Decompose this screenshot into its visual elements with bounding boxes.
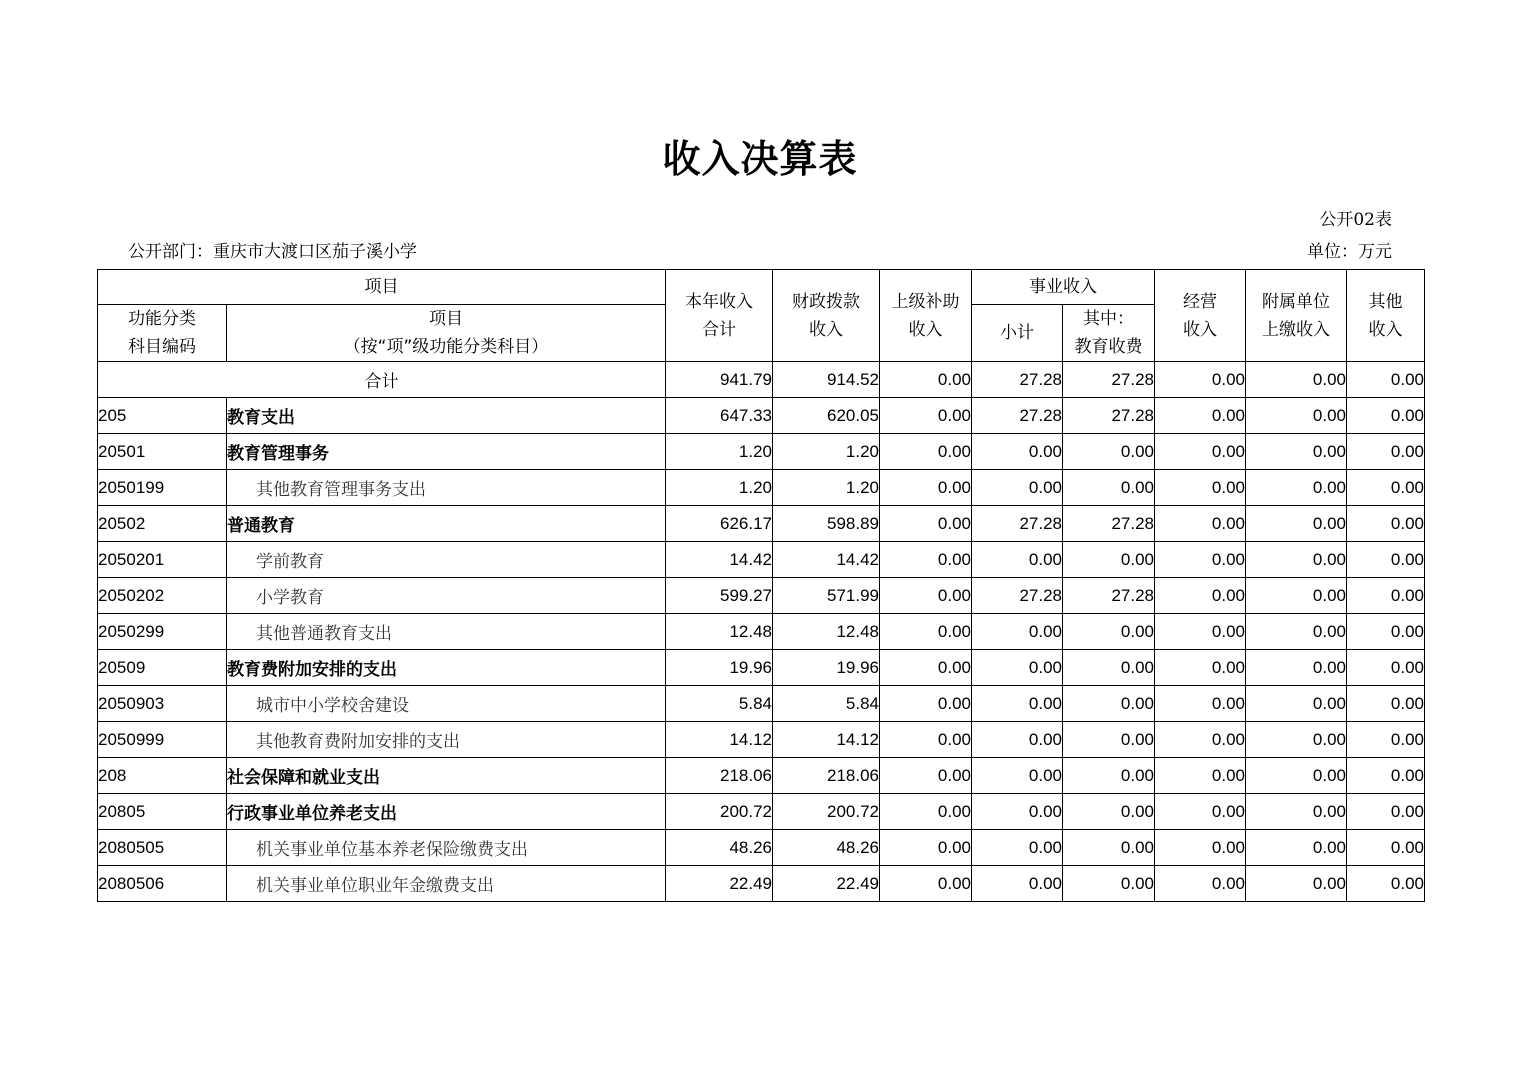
amount-cell: 0.00 [880,794,972,830]
header-business-income: 事业收入 [972,270,1155,305]
amount-cell: 0.00 [1063,470,1155,506]
table-row [98,398,1425,434]
amount-cell: 22.49 [666,866,773,902]
amount-cell: 0.00 [1246,506,1347,542]
amount-cell: 0.00 [1246,542,1347,578]
table-row [98,830,1425,866]
amount-cell: 647.33 [666,398,773,434]
function-code-cell: 2050202 [98,578,227,614]
amount-cell: 0.00 [880,758,972,794]
amount-cell: 598.89 [773,506,880,542]
total-cell: 0.00 [1246,362,1347,398]
amount-cell: 0.00 [1063,434,1155,470]
amount-cell: 0.00 [880,722,972,758]
project-name-cell: 普通教育 [227,506,666,542]
amount-cell: 0.00 [1246,470,1347,506]
amount-cell: 27.28 [1063,398,1155,434]
total-cell: 0.00 [1155,362,1246,398]
project-name-cell: 其他普通教育支出 [227,614,666,650]
amount-cell: 0.00 [1063,758,1155,794]
header-total-income: 本年收入 合计 [666,270,773,362]
amount-cell: 0.00 [1246,866,1347,902]
amount-cell: 0.00 [1246,794,1347,830]
amount-cell: 48.26 [666,830,773,866]
project-name-cell: 社会保障和就业支出 [227,758,666,794]
header-operating-income: 经营 收入 [1155,270,1246,362]
amount-cell: 0.00 [1347,542,1425,578]
amount-cell: 571.99 [773,578,880,614]
amount-cell: 0.00 [1063,542,1155,578]
header-project-group: 项目 [98,270,666,305]
table-row [98,758,1425,794]
project-name-cell: 城市中小学校舍建设 [227,686,666,722]
function-code-cell: 205 [98,398,227,434]
amount-cell: 0.00 [1155,686,1246,722]
amount-cell: 0.00 [1347,758,1425,794]
amount-cell: 0.00 [972,794,1063,830]
project-name-cell: 行政事业单位养老支出 [227,794,666,830]
project-name-cell: 小学教育 [227,578,666,614]
amount-cell: 0.00 [1246,722,1347,758]
function-code-cell: 20509 [98,650,227,686]
amount-cell: 0.00 [1063,686,1155,722]
amount-cell: 0.00 [972,758,1063,794]
amount-cell: 0.00 [880,830,972,866]
amount-cell: 0.00 [1246,830,1347,866]
amount-cell: 599.27 [666,578,773,614]
page-title: 收入决算表 [662,137,858,181]
amount-cell: 0.00 [1155,398,1246,434]
function-code-cell: 20805 [98,794,227,830]
project-name-cell: 其他教育管理事务支出 [227,470,666,506]
amount-cell: 0.00 [1155,470,1246,506]
table-row [98,614,1425,650]
amount-cell: 626.17 [666,506,773,542]
amount-cell: 0.00 [1246,614,1347,650]
amount-cell: 0.00 [972,866,1063,902]
amount-cell: 0.00 [1155,542,1246,578]
project-name-cell: 教育支出 [227,398,666,434]
project-name-cell: 机关事业单位基本养老保险缴费支出 [227,830,666,866]
amount-cell: 1.20 [666,470,773,506]
amount-cell: 0.00 [972,650,1063,686]
total-cell: 914.52 [773,362,880,398]
header-other-income: 其他 收入 [1347,270,1425,362]
amount-cell: 1.20 [773,470,880,506]
amount-cell: 14.12 [666,722,773,758]
amount-cell: 0.00 [1347,398,1425,434]
amount-cell: 1.20 [773,434,880,470]
amount-cell: 19.96 [773,650,880,686]
function-code-cell: 2050201 [98,542,227,578]
department-label: 公开部门：重庆市大渡口区茄子溪小学 [128,242,417,262]
header-affiliated-income: 附属单位 上缴收入 [1246,270,1347,362]
amount-cell: 0.00 [1063,830,1155,866]
amount-cell: 200.72 [773,794,880,830]
amount-cell: 218.06 [666,758,773,794]
amount-cell: 0.00 [1155,794,1246,830]
amount-cell: 19.96 [666,650,773,686]
amount-cell: 0.00 [880,614,972,650]
amount-cell: 0.00 [1347,650,1425,686]
amount-cell: 0.00 [1155,434,1246,470]
amount-cell: 0.00 [1347,794,1425,830]
table-row [98,794,1425,830]
amount-cell: 0.00 [880,578,972,614]
function-code-cell: 2050199 [98,470,227,506]
income-statement-table [97,269,1425,902]
amount-cell: 0.00 [1063,614,1155,650]
amount-cell: 0.00 [1155,722,1246,758]
amount-cell: 0.00 [1063,650,1155,686]
total-cell: 27.28 [1063,362,1155,398]
amount-cell: 48.26 [773,830,880,866]
function-code-cell: 20502 [98,506,227,542]
amount-cell: 27.28 [1063,506,1155,542]
total-cell: 27.28 [972,362,1063,398]
amount-cell: 0.00 [1347,686,1425,722]
amount-cell: 0.00 [1347,578,1425,614]
table-row [98,578,1425,614]
table-row [98,686,1425,722]
amount-cell: 0.00 [1063,866,1155,902]
amount-cell: 0.00 [972,470,1063,506]
project-name-cell: 机关事业单位职业年金缴费支出 [227,866,666,902]
amount-cell: 0.00 [1063,722,1155,758]
amount-cell: 0.00 [880,866,972,902]
amount-cell: 12.48 [666,614,773,650]
amount-cell: 5.84 [773,686,880,722]
amount-cell: 0.00 [1155,866,1246,902]
amount-cell: 0.00 [972,722,1063,758]
amount-cell: 0.00 [1246,758,1347,794]
amount-cell: 0.00 [880,542,972,578]
table-row [98,542,1425,578]
total-row [98,362,1425,398]
amount-cell: 0.00 [1155,650,1246,686]
table-row [98,650,1425,686]
amount-cell: 0.00 [1246,650,1347,686]
amount-cell: 0.00 [1246,578,1347,614]
function-code-cell: 2080505 [98,830,227,866]
header-subtotal: 小计 [972,305,1063,362]
function-code-cell: 208 [98,758,227,794]
form-number: 公开02表 [1319,210,1392,230]
amount-cell: 0.00 [880,470,972,506]
amount-cell: 0.00 [972,830,1063,866]
amount-cell: 620.05 [773,398,880,434]
amount-cell: 0.00 [1347,470,1425,506]
amount-cell: 12.48 [773,614,880,650]
amount-cell: 0.00 [1155,614,1246,650]
amount-cell: 14.42 [773,542,880,578]
amount-cell: 218.06 [773,758,880,794]
function-code-cell: 2050903 [98,686,227,722]
table-row [98,434,1425,470]
total-cell: 0.00 [880,362,972,398]
amount-cell: 0.00 [1155,578,1246,614]
table-row [98,722,1425,758]
amount-cell: 0.00 [972,542,1063,578]
amount-cell: 5.84 [666,686,773,722]
header-education-fee: 其中： 教育收费 [1063,305,1155,362]
amount-cell: 0.00 [1246,398,1347,434]
amount-cell: 0.00 [880,398,972,434]
amount-cell: 27.28 [972,506,1063,542]
amount-cell: 27.28 [972,398,1063,434]
amount-cell: 0.00 [1347,722,1425,758]
amount-cell: 0.00 [972,686,1063,722]
amount-cell: 27.28 [1063,578,1155,614]
amount-cell: 0.00 [1063,794,1155,830]
amount-cell: 0.00 [1246,686,1347,722]
total-cell: 0.00 [1347,362,1425,398]
amount-cell: 0.00 [880,434,972,470]
header-superior-subsidy: 上级补助 收入 [880,270,972,362]
header-function-code: 功能分类 科目编码 [98,305,227,362]
amount-cell: 0.00 [1347,830,1425,866]
unit-label: 单位：万元 [1307,242,1392,262]
function-code-cell: 2080506 [98,866,227,902]
header-project-name: 项目 （按“项”级功能分类科目） [227,305,666,362]
table-row [98,866,1425,902]
amount-cell: 0.00 [972,614,1063,650]
amount-cell: 0.00 [1155,758,1246,794]
project-name-cell: 教育管理事务 [227,434,666,470]
project-name-cell: 其他教育费附加安排的支出 [227,722,666,758]
table-row [98,470,1425,506]
amount-cell: 200.72 [666,794,773,830]
amount-cell: 0.00 [1246,434,1347,470]
function-code-cell: 20501 [98,434,227,470]
amount-cell: 0.00 [1347,506,1425,542]
amount-cell: 0.00 [1347,434,1425,470]
amount-cell: 0.00 [1155,506,1246,542]
total-label: 合计 [98,362,666,398]
amount-cell: 1.20 [666,434,773,470]
amount-cell: 0.00 [972,434,1063,470]
amount-cell: 27.28 [972,578,1063,614]
amount-cell: 0.00 [880,686,972,722]
amount-cell: 22.49 [773,866,880,902]
amount-cell: 0.00 [1347,614,1425,650]
amount-cell: 0.00 [880,506,972,542]
amount-cell: 0.00 [1347,866,1425,902]
project-name-cell: 教育费附加安排的支出 [227,650,666,686]
function-code-cell: 2050299 [98,614,227,650]
project-name-cell: 学前教育 [227,542,666,578]
function-code-cell: 2050999 [98,722,227,758]
amount-cell: 14.42 [666,542,773,578]
amount-cell: 0.00 [1155,830,1246,866]
total-cell: 941.79 [666,362,773,398]
header-fiscal-appropriation: 财政拨款 收入 [773,270,880,362]
table-row [98,506,1425,542]
amount-cell: 0.00 [880,650,972,686]
amount-cell: 14.12 [773,722,880,758]
